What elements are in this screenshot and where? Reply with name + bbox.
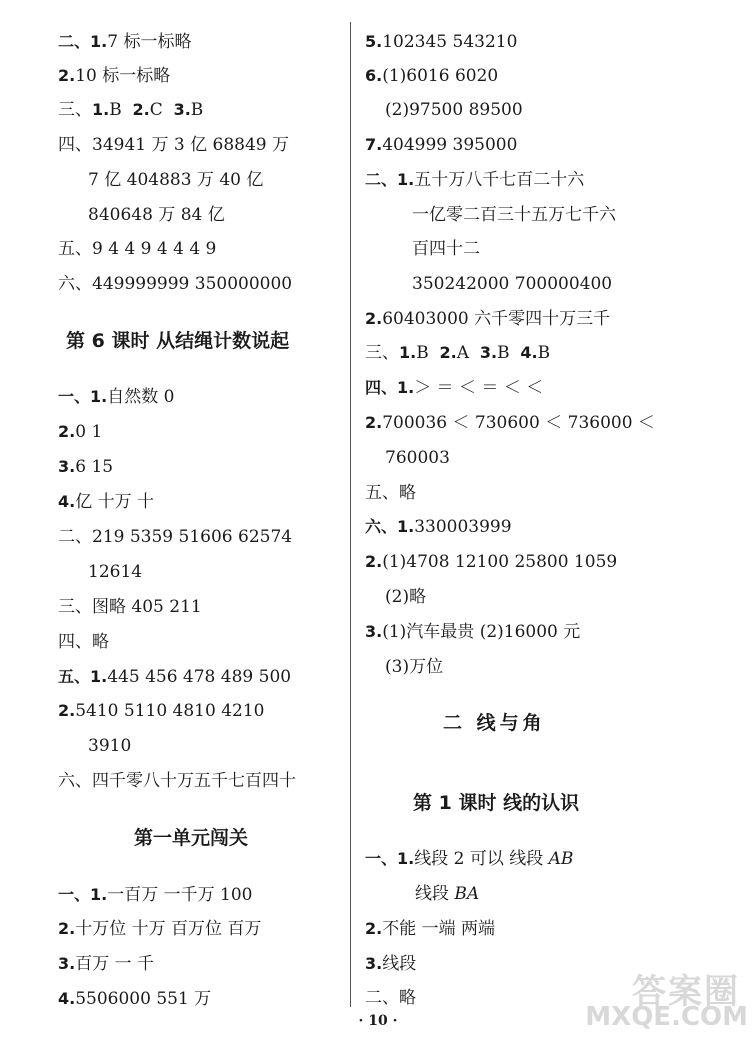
watermark-logo bbox=[578, 964, 748, 1034]
answer-line: 三、1.B 2.C 3.B bbox=[58, 100, 204, 120]
answer-line: 五、1.445 456 478 489 500 bbox=[58, 667, 292, 687]
answer-line: 350242000 700000400 bbox=[412, 274, 613, 294]
answer-line: 3910 bbox=[88, 736, 132, 756]
answer-line: 2.(1)4708 12100 25800 1059 bbox=[365, 552, 618, 572]
answer-line: 3.百万 一 千 bbox=[58, 954, 155, 974]
answer-line: 二、1.五十万八千七百二十六 bbox=[365, 170, 585, 190]
answer-line: 一、1.自然数 0 bbox=[58, 387, 175, 407]
answer-line: (3)万位 bbox=[385, 657, 444, 677]
answer-line: (2)97500 89500 bbox=[385, 100, 523, 120]
answer-line: 一、1.一百万 一千万 100 bbox=[58, 885, 253, 905]
answer-line: 840648 万 84 亿 bbox=[88, 205, 225, 225]
answer-line: 六、四千零八十万五千七百四十 bbox=[58, 771, 296, 791]
answer-line: 六、1.330003999 bbox=[365, 517, 512, 537]
answer-line: 一亿零二百三十五万七千六 bbox=[412, 205, 616, 225]
answer-line: 3.线段 bbox=[365, 954, 417, 974]
answer-line: 7.404999 395000 bbox=[365, 135, 518, 155]
section-heading: 第 6 课时 从结绳计数说起 bbox=[66, 330, 290, 352]
answer-line: 六、449999999 350000000 bbox=[58, 274, 293, 294]
answer-line: 12614 bbox=[88, 562, 143, 582]
chapter-heading: 二 线与角 bbox=[443, 712, 546, 734]
answer-line: 二、略 bbox=[365, 988, 416, 1008]
answer-line: 4.5506000 551 万 bbox=[58, 989, 212, 1009]
watermark-url: MXQE.COM bbox=[585, 1002, 748, 1032]
answer-line: 7 亿 404883 万 40 亿 bbox=[88, 170, 264, 190]
answer-line: 2.60403000 六千零四十万三千 bbox=[365, 309, 611, 329]
answer-line: 2.700036 ＜ 730600 ＜ 736000 ＜ bbox=[365, 413, 655, 433]
answer-line: 三、图略 405 211 bbox=[58, 597, 202, 617]
answer-line: 4.亿 十万 十 bbox=[58, 492, 155, 512]
answer-line: 五、9 4 4 9 4 4 4 9 bbox=[58, 239, 217, 259]
answer-line: 三、1.B 2.A 3.B 4.B bbox=[365, 343, 551, 363]
watermark-text: 答案圈 bbox=[632, 972, 740, 1012]
answer-line: 2.10 标一标略 bbox=[58, 66, 171, 86]
answer-line: 3.(1)汽车最贵 (2)16000 元 bbox=[365, 622, 581, 642]
answer-line: 3.6 15 bbox=[58, 457, 114, 477]
section-heading: 第一单元闯关 bbox=[134, 827, 249, 849]
answer-line: 二、219 5359 51606 62574 bbox=[58, 527, 293, 547]
answer-line: 2.不能 一端 两端 bbox=[365, 919, 496, 939]
answer-line: (2)略 bbox=[385, 587, 427, 607]
answer-line: 百四十二 bbox=[412, 239, 480, 259]
page-number: · 10 · bbox=[358, 1013, 398, 1029]
section-heading: 第 1 课时 线的认识 bbox=[413, 792, 580, 814]
answer-line: 四、34941 万 3 亿 68849 万 bbox=[58, 135, 289, 155]
answer-line: 一、1.线段 2 可以 线段 AB bbox=[365, 849, 574, 869]
answer-line: 二、1.7 标一标略 bbox=[58, 32, 192, 52]
answer-line: 2.5410 5110 4810 4210 bbox=[58, 701, 265, 721]
column-divider bbox=[350, 22, 351, 1007]
answer-line: 四、1.＞ ＝ ＜ ＝ ＜ ＜ bbox=[365, 378, 544, 398]
answer-line: 6.(1)6016 6020 bbox=[365, 66, 499, 86]
answer-line: 760003 bbox=[385, 448, 450, 468]
answer-line: 五、略 bbox=[365, 483, 416, 503]
answer-line: 四、略 bbox=[58, 632, 109, 652]
answer-line: 线段 BA bbox=[415, 884, 480, 904]
answer-line: 5.102345 543210 bbox=[365, 32, 518, 52]
answer-line: 2.0 1 bbox=[58, 422, 103, 442]
answer-line: 2.十万位 十万 百万位 百万 bbox=[58, 919, 262, 939]
